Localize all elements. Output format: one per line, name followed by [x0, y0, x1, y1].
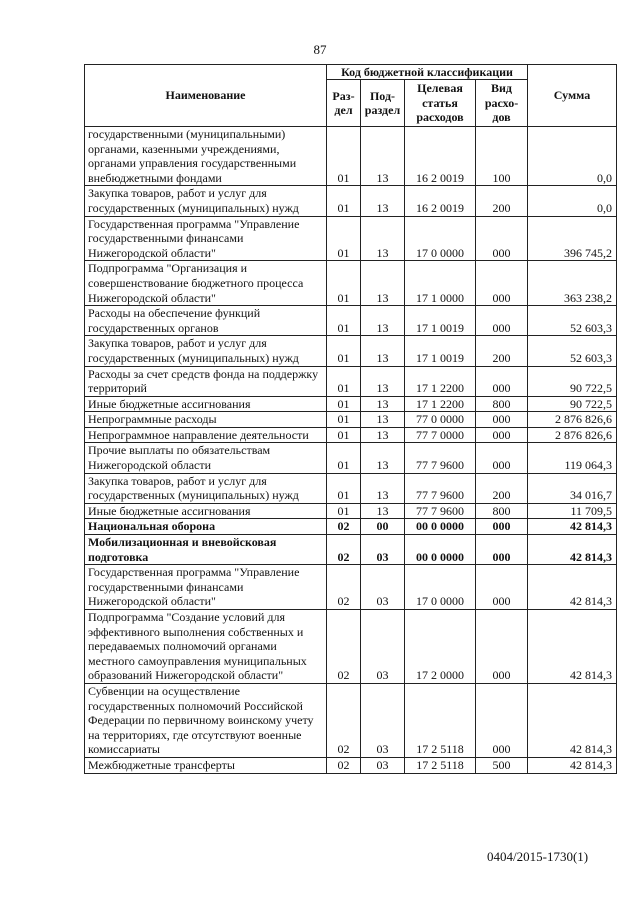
row-expense-type: 200	[476, 336, 528, 366]
row-name: Национальная оборона	[85, 519, 327, 535]
row-subsection: 03	[361, 610, 405, 684]
table-row	[85, 503, 617, 519]
table-row	[85, 610, 617, 684]
table-row	[85, 683, 617, 757]
row-target-item: 16 2 0019	[405, 127, 476, 186]
row-subsection: 03	[361, 565, 405, 610]
row-amount: 52 603,3	[528, 336, 617, 366]
row-target-item: 17 1 2200	[405, 396, 476, 412]
row-target-item: 17 1 0019	[405, 336, 476, 366]
row-name: Непрограммные расходы	[85, 412, 327, 428]
row-name: Субвенции на осуществление государственных полномочий Российской Федерации по первичному воинскому учету на территориях, где отсутствуют военные комиссариаты	[85, 683, 327, 757]
row-target-item: 00 0 0000	[405, 535, 476, 565]
row-amount: 363 238,2	[528, 261, 617, 306]
row-target-item: 77 0 0000	[405, 412, 476, 428]
row-section: 02	[327, 610, 361, 684]
row-expense-type: 000	[476, 216, 528, 261]
table-row	[85, 427, 617, 443]
row-amount: 90 722,5	[528, 396, 617, 412]
table-row	[85, 127, 617, 186]
row-name: Расходы за счет средств фонда на поддержку территорий	[85, 366, 327, 396]
row-target-item: 77 7 9600	[405, 503, 476, 519]
row-name: государственными (муниципальными) органами, казенными учреждениями, органами управления государственными внебюджетными фондами	[85, 127, 327, 186]
row-expense-type: 100	[476, 127, 528, 186]
row-subsection: 03	[361, 683, 405, 757]
row-expense-type: 800	[476, 396, 528, 412]
row-target-item: 17 2 5118	[405, 757, 476, 773]
row-target-item: 17 1 0019	[405, 306, 476, 336]
row-expense-type: 000	[476, 412, 528, 428]
row-name: Межбюджетные трансферты	[85, 757, 327, 773]
row-subsection: 13	[361, 336, 405, 366]
row-name: Мобилизационная и вневойсковая подготовка	[85, 535, 327, 565]
row-expense-type: 200	[476, 473, 528, 503]
row-amount: 2 876 826,6	[528, 412, 617, 428]
row-subsection: 13	[361, 306, 405, 336]
row-expense-type: 000	[476, 683, 528, 757]
row-section: 01	[327, 261, 361, 306]
row-target-item: 17 0 0000	[405, 216, 476, 261]
row-name: Расходы на обеспечение функций государственных органов	[85, 306, 327, 336]
header-subsection: Под-раздел	[361, 80, 405, 127]
row-target-item: 16 2 0019	[405, 186, 476, 216]
row-expense-type: 800	[476, 503, 528, 519]
row-subsection: 13	[361, 127, 405, 186]
row-expense-type: 000	[476, 306, 528, 336]
budget-table	[84, 64, 617, 774]
row-target-item: 17 2 5118	[405, 683, 476, 757]
row-target-item: 77 7 9600	[405, 443, 476, 473]
row-subsection: 13	[361, 216, 405, 261]
row-expense-type: 000	[476, 366, 528, 396]
row-amount: 34 016,7	[528, 473, 617, 503]
row-amount: 11 709,5	[528, 503, 617, 519]
row-subsection: 13	[361, 366, 405, 396]
header-target-item: Целевая статья расходов	[405, 80, 476, 127]
row-section: 02	[327, 565, 361, 610]
row-name: Закупка товаров, работ и услуг для государственных (муниципальных) нужд	[85, 186, 327, 216]
table-row	[85, 519, 617, 535]
row-name: Прочие выплаты по обязательствам Нижегородской области	[85, 443, 327, 473]
row-section: 01	[327, 127, 361, 186]
row-target-item: 17 0 0000	[405, 565, 476, 610]
row-amount: 119 064,3	[528, 443, 617, 473]
table-row	[85, 261, 617, 306]
row-amount: 42 814,3	[528, 757, 617, 773]
row-amount: 42 814,3	[528, 610, 617, 684]
row-amount: 42 814,3	[528, 683, 617, 757]
row-subsection: 13	[361, 261, 405, 306]
row-name: Иные бюджетные ассигнования	[85, 503, 327, 519]
row-expense-type: 000	[476, 535, 528, 565]
header-name: Наименование	[85, 65, 327, 127]
row-target-item: 17 2 0000	[405, 610, 476, 684]
row-name: Государственная программа "Управление государственными финансами Нижегородской области"	[85, 216, 327, 261]
header-amount: Сумма	[528, 65, 617, 127]
table-row	[85, 757, 617, 773]
table-row	[85, 565, 617, 610]
row-section: 02	[327, 683, 361, 757]
table-row	[85, 306, 617, 336]
row-target-item: 77 7 0000	[405, 427, 476, 443]
table-row	[85, 336, 617, 366]
row-expense-type: 200	[476, 186, 528, 216]
row-amount: 396 745,2	[528, 216, 617, 261]
row-name: Иные бюджетные ассигнования	[85, 396, 327, 412]
row-subsection: 13	[361, 473, 405, 503]
row-section: 02	[327, 519, 361, 535]
row-section: 01	[327, 336, 361, 366]
page-number: 87	[313, 42, 327, 57]
row-section: 01	[327, 427, 361, 443]
row-subsection: 13	[361, 186, 405, 216]
header-section: Раз-дел	[327, 80, 361, 127]
table-row	[85, 216, 617, 261]
row-section: 01	[327, 216, 361, 261]
row-subsection: 03	[361, 535, 405, 565]
row-section: 01	[327, 186, 361, 216]
row-subsection: 13	[361, 427, 405, 443]
table-row	[85, 473, 617, 503]
row-amount: 2 876 826,6	[528, 427, 617, 443]
row-name: Подпрограмма "Организация и совершенствование бюджетного процесса Нижегородской области"	[85, 261, 327, 306]
table-body	[85, 127, 617, 774]
table-row	[85, 366, 617, 396]
row-amount: 0,0	[528, 186, 617, 216]
row-name: Закупка товаров, работ и услуг для государственных (муниципальных) нужд	[85, 473, 327, 503]
row-amount: 90 722,5	[528, 366, 617, 396]
row-expense-type: 000	[476, 519, 528, 535]
row-subsection: 00	[361, 519, 405, 535]
row-amount: 42 814,3	[528, 535, 617, 565]
row-subsection: 13	[361, 503, 405, 519]
row-expense-type: 000	[476, 427, 528, 443]
row-expense-type: 500	[476, 757, 528, 773]
row-expense-type: 000	[476, 443, 528, 473]
row-target-item: 17 1 2200	[405, 366, 476, 396]
header-code-group: Код бюджетной классификации	[327, 65, 528, 80]
header-expense-type: Вид расхо-дов	[476, 80, 528, 127]
row-amount: 42 814,3	[528, 519, 617, 535]
row-expense-type: 000	[476, 261, 528, 306]
row-expense-type: 000	[476, 565, 528, 610]
row-subsection: 13	[361, 396, 405, 412]
table-row	[85, 535, 617, 565]
row-amount: 0,0	[528, 127, 617, 186]
table-row	[85, 443, 617, 473]
row-name: Закупка товаров, работ и услуг для государственных (муниципальных) нужд	[85, 336, 327, 366]
row-target-item: 00 0 0000	[405, 519, 476, 535]
row-section: 01	[327, 503, 361, 519]
table-header	[85, 65, 617, 127]
table-row	[85, 412, 617, 428]
row-name: Подпрограмма "Создание условий для эффективного выполнения собственных и передаваемых полномочий органами местного самоуправления муниципальных образований Нижегородской области"	[85, 610, 327, 684]
row-section: 01	[327, 473, 361, 503]
row-section: 02	[327, 757, 361, 773]
row-subsection: 13	[361, 412, 405, 428]
row-target-item: 17 1 0000	[405, 261, 476, 306]
row-subsection: 13	[361, 443, 405, 473]
row-name: Государственная программа "Управление государственными финансами Нижегородской области"	[85, 565, 327, 610]
row-section: 02	[327, 535, 361, 565]
row-amount: 42 814,3	[528, 565, 617, 610]
row-section: 01	[327, 443, 361, 473]
document-code: 0404/2015-1730(1)	[487, 849, 589, 864]
row-target-item: 77 7 9600	[405, 473, 476, 503]
row-amount: 52 603,3	[528, 306, 617, 336]
row-subsection: 03	[361, 757, 405, 773]
row-section: 01	[327, 396, 361, 412]
table-row	[85, 396, 617, 412]
row-section: 01	[327, 306, 361, 336]
row-section: 01	[327, 366, 361, 396]
row-name: Непрограммное направление деятельности	[85, 427, 327, 443]
table-row	[85, 186, 617, 216]
row-section: 01	[327, 412, 361, 428]
row-expense-type: 000	[476, 610, 528, 684]
